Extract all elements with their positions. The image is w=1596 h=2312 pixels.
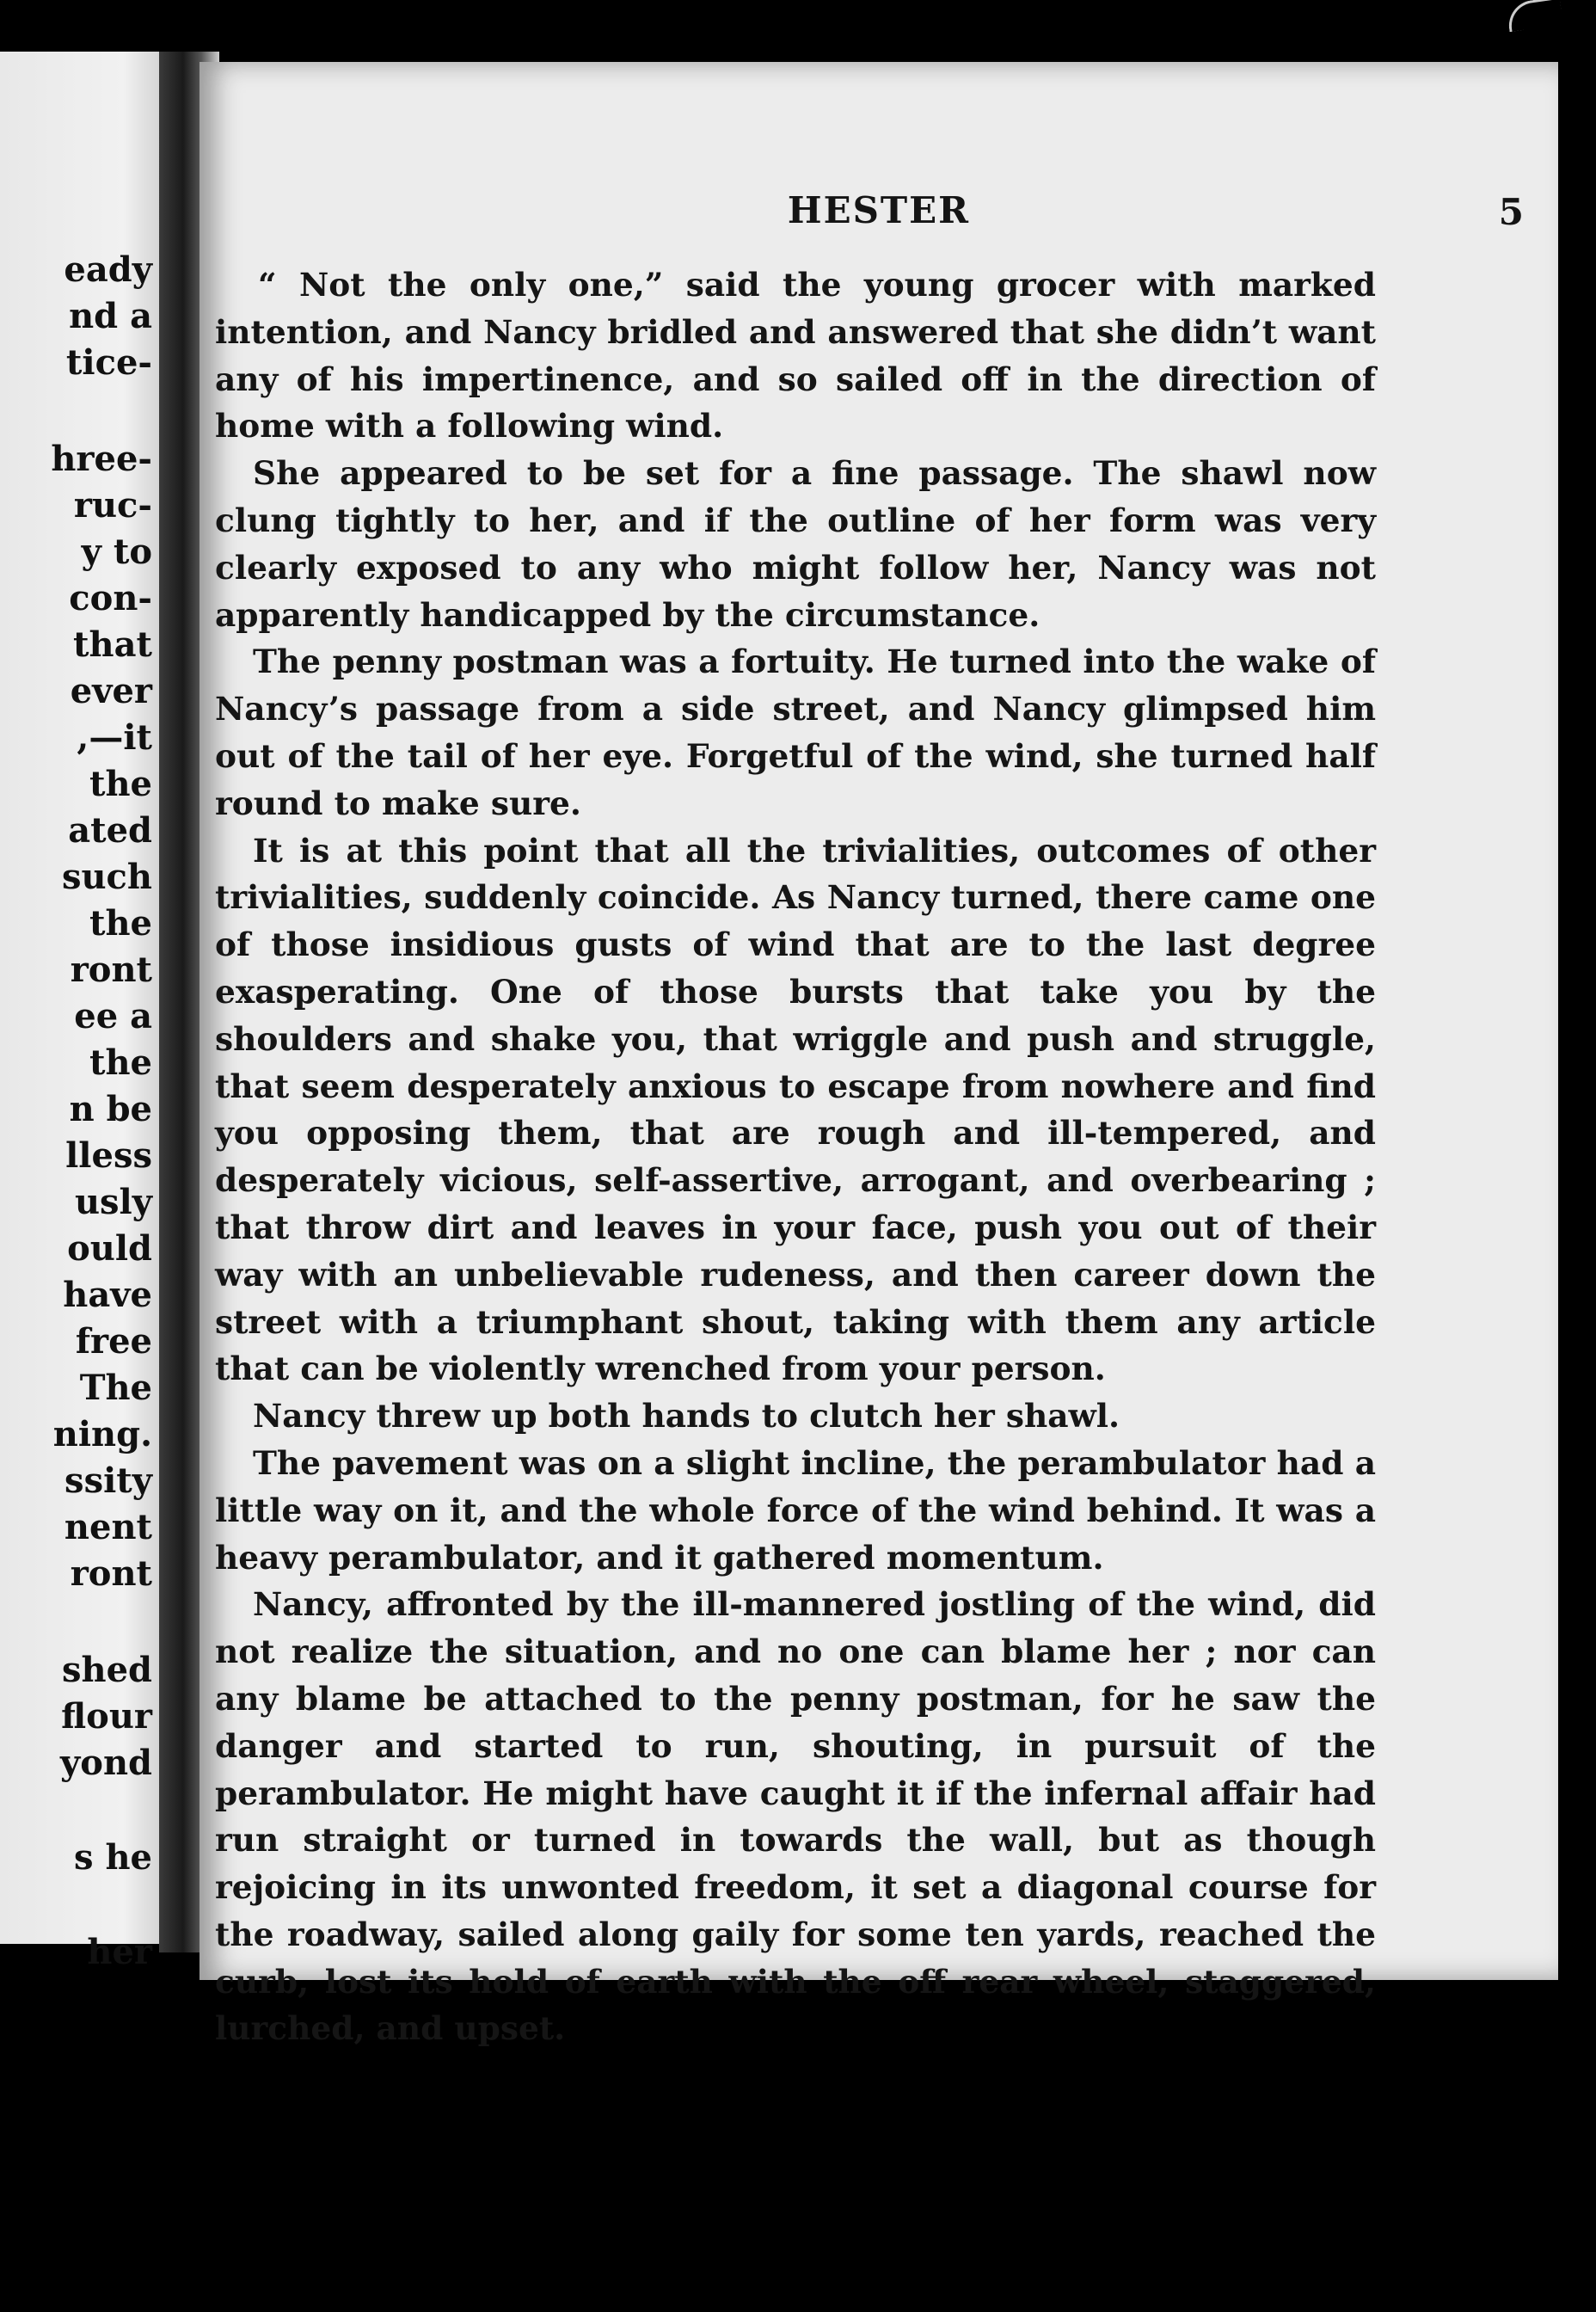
paragraph: Nancy threw up both hands to clutch her shawl. <box>253 1397 1120 1436</box>
left-page-line: ould <box>67 1228 152 1269</box>
left-page-line: that <box>73 624 152 665</box>
left-page-line: ront <box>70 950 152 990</box>
left-page-line: flour <box>61 1696 152 1737</box>
scan-corner-mark <box>1506 0 1563 32</box>
left-page-line: ruc- <box>73 485 152 526</box>
left-page-line: The <box>79 1368 152 1408</box>
left-page-line: ront <box>70 1553 152 1594</box>
running-head: HESTER <box>787 189 971 231</box>
left-page-line: tice- <box>65 342 152 383</box>
left-page-line: ning. <box>52 1414 152 1454</box>
left-page-line: yond <box>60 1743 152 1783</box>
left-page-line: hree- <box>51 439 152 479</box>
paragraph: She appeared to be set for a fine passage. The shawl now clung tightly to her, and if the outline of her form was very clearly exposed to any who might follow her, Nancy was not apparently handicapped by the circumstance. <box>215 454 1376 634</box>
left-page-line: such <box>61 857 152 897</box>
left-page-line: the <box>89 764 152 804</box>
left-page-line: s he <box>74 1837 152 1878</box>
paragraph: Nancy, affronted by the ill-mannered jostling of the wind, did not realize the situation, and no one can blame her ; nor can any blame be attached to the penny postman, for he saw the danger and started to run, shouting, in pursuit of the perambulator. He might have caught it if the infernal affair had run straight or turned in towards the wall, but as though rejoicing in its unwonted freedom, it set a diagonal course for the roadway, sailed along gaily for some ten yards, reached the curb, lost its hold of earth with the off rear wheel, staggered, lurched, and upset. <box>215 1585 1376 2048</box>
left-page-line: nent <box>64 1507 152 1547</box>
paragraph: “ Not the only one,” said the young grocer with marked intention, and Nancy bridled and answered that she didn’t want any of his impertinence, and so sailed off in the direction of home with a following wind. <box>215 266 1376 446</box>
left-page-line: ated <box>68 810 152 851</box>
left-page-line: the <box>89 1042 152 1083</box>
left-page-line: lless <box>65 1135 152 1176</box>
left-page-fragment <box>0 52 176 1972</box>
paragraph: It is at this point that all the trivialities, outcomes of other trivialities, suddenly coincide. As Nancy turned, there came one of those insidious gusts of wind that are to the last degree exasperating. One of those bursts that take you by the shoulders and shake you, that wriggle and push and struggle, that seem desperately anxious to escape from nowhere and find you opposing them, that are rough and ill-tempered, and desperately vicious, self-assertive, arrogant, and overbearing ; that throw dirt and leaves in your face, push you out of their way with an unbelievable rudeness, and then career down the street with a triumphant shout, taking with them any article that can be violently wrenched from your person. <box>215 831 1376 1388</box>
left-page-line: have <box>63 1275 152 1315</box>
left-page-line: nd a <box>69 296 152 336</box>
left-page-line: con- <box>69 578 152 618</box>
left-page-line: ever <box>70 671 152 711</box>
left-page-line: y to <box>81 532 152 572</box>
paragraph: The pavement was on a slight incline, the perambulator had a little way on it, and the whole force of the wind behind. It was a heavy perambulator, and it gathered momentum. <box>215 1443 1376 1577</box>
left-page-line: free <box>75 1321 152 1362</box>
paragraph: The penny postman was a fortuity. He turned into the wake of Nancy’s passage from a side street, and Nancy glimpsed him out of the tail of her eye. Forgetful of the wind, she turned half round to make sure. <box>215 643 1376 822</box>
book-page <box>200 62 1558 2048</box>
left-page-line: shed <box>61 1650 152 1690</box>
left-page-line: usly <box>74 1182 152 1222</box>
left-page-line: ee a <box>74 996 152 1036</box>
left-page-line: n be <box>69 1089 152 1129</box>
page-number: 5 <box>1498 191 1524 233</box>
left-page-line: her <box>87 1932 152 1972</box>
left-page-line: eady <box>64 249 152 290</box>
left-page-line: ,—it <box>77 717 152 758</box>
left-page-line: ssity <box>64 1460 152 1501</box>
left-page-line: the <box>89 903 152 944</box>
body-text <box>215 261 1376 2052</box>
